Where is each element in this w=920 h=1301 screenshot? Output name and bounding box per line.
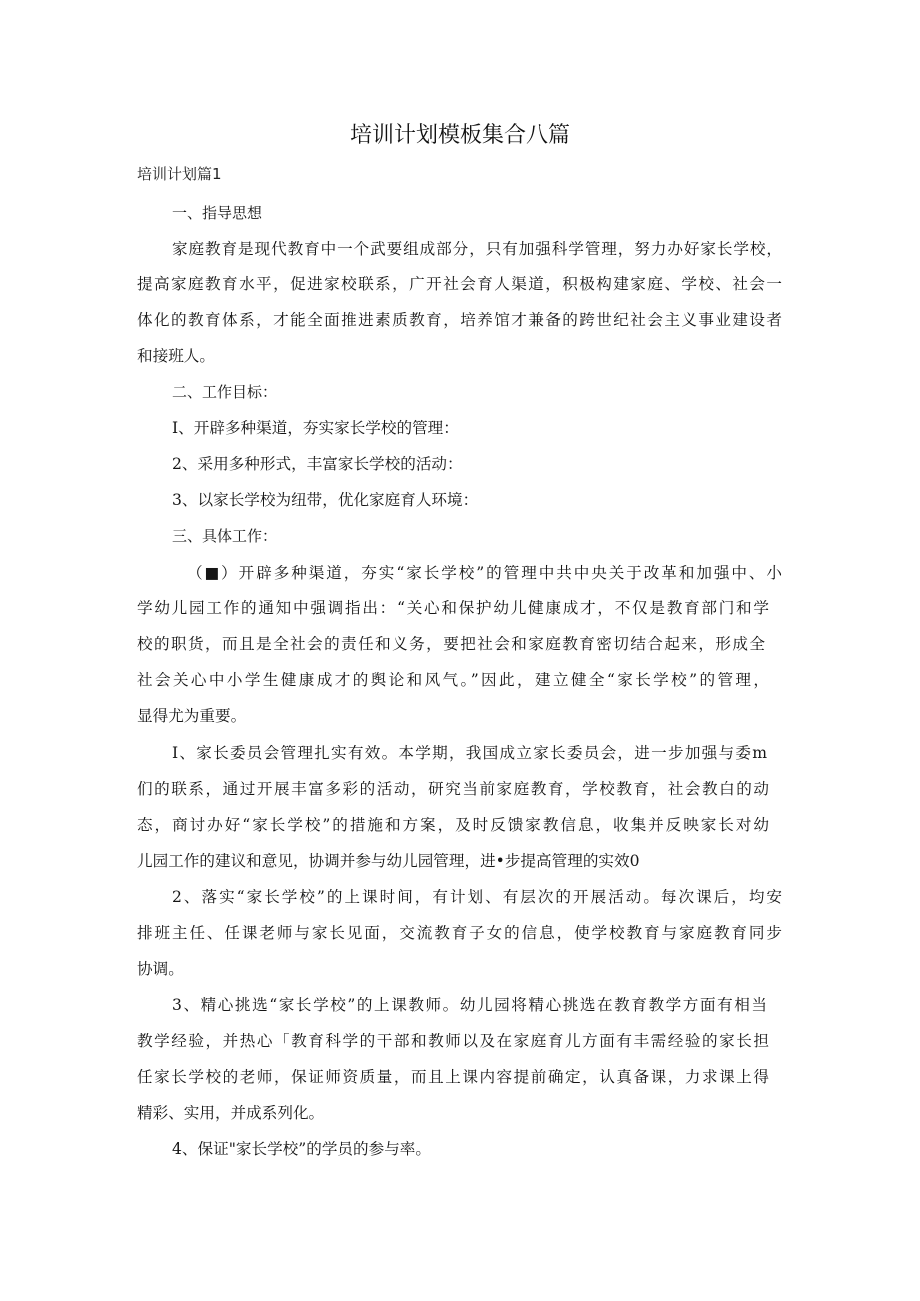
paragraph-line: I、家长委员会管理扎实有效。本学期，我国成立家长委员会，进一步加强与委m xyxy=(172,744,767,762)
heading-guiding-ideology: 一、指导思想 xyxy=(172,204,263,222)
paragraph-line: 3、精心挑选“家长学校”的上课教师。幼儿园将精心挑选在教育教学方面有相当 xyxy=(172,996,767,1014)
heading-work-goals: 二、工作目标： xyxy=(172,383,278,401)
heading-specific-work: 三、具体工作： xyxy=(172,527,278,545)
section-subtitle: 培训计划篇1 xyxy=(137,165,222,183)
goal-item-1: I、开辟多种渠道，夯实家长学校的管理： xyxy=(172,419,459,437)
paragraph-line: 态，商讨办好“家长学校”的措施和方案，及时反馈家教信息，收集并反映家长对幼 xyxy=(137,816,769,834)
paragraph-line: 任家长学校的老师，保证师资质量，而且上课内容提前确定，认真备课，力求课上得 xyxy=(137,1068,769,1086)
goal-item-3: 3、以家长学校为纽带，优化家庭育人环境： xyxy=(172,491,479,509)
paragraph-line: 儿园工作的建议和意见，协调并参与幼儿园管理，进•步提高管理的实效0 xyxy=(137,852,640,870)
paragraph-line: （■）开辟多种渠道，夯实“家长学校”的管理中共中央关于改革和加强中、小 xyxy=(187,564,782,582)
paragraph-line: 社会关心中小学生健康成才的舆论和风气。”因此，建立健全“家长学校”的管理， xyxy=(137,671,769,689)
paragraph-line: 和接班人。 xyxy=(137,347,215,365)
paragraph-line: 显得尤为重要。 xyxy=(137,707,247,725)
item-4: 4、保证"家长学校”的学员的参与率。 xyxy=(172,1140,431,1158)
paragraph-line: 体化的教育体系，才能全面推进素质教育，培养馆才兼备的跨世纪社会主义事业建设者 xyxy=(137,311,782,329)
paragraph-line: 家庭教育是现代教育中一个武要组成部分，只有加强科学管理，努力办好家长学校， xyxy=(172,240,782,258)
paragraph-line: 们的联系，通过开展丰富多彩的活动，研究当前家庭教育，学校教育，社会教白的动 xyxy=(137,780,769,798)
paragraph-line: 校的职货，而且是全社会的责任和义务，要把社会和家庭教育密切结合起来，形成全 xyxy=(137,635,765,653)
paragraph-line: 提高家庭教育水平，促进家校联系，广开社会育人渠道，积极构建家庭、学校、社会一 xyxy=(137,275,782,293)
paragraph-line: 2、落实“家长学校”的上课时间，有计划、有层次的开展活动。每次课后，均安 xyxy=(172,888,782,906)
document-title: 培训计划模板集合八篇 xyxy=(349,123,570,148)
paragraph-line: 学幼儿园工作的通知中强调指出：“关心和保护幼儿健康成才，不仅是教育部门和学 xyxy=(137,599,769,617)
paragraph-line: 排班主任、任课老师与家长见面，交流教育子女的信息，使学校教育与家庭教育同步 xyxy=(137,924,782,942)
goal-item-2: 2、采用多种形式，丰富家长学校的活动： xyxy=(172,455,463,473)
paragraph-line: 教学经验，并热心「教育科学的干部和教师以及在家庭育儿方面有丰需经验的家长担 xyxy=(137,1032,769,1050)
paragraph-line: 精彩、实用，并成系列化。 xyxy=(137,1104,325,1122)
paragraph-line: 协调。 xyxy=(137,960,184,978)
